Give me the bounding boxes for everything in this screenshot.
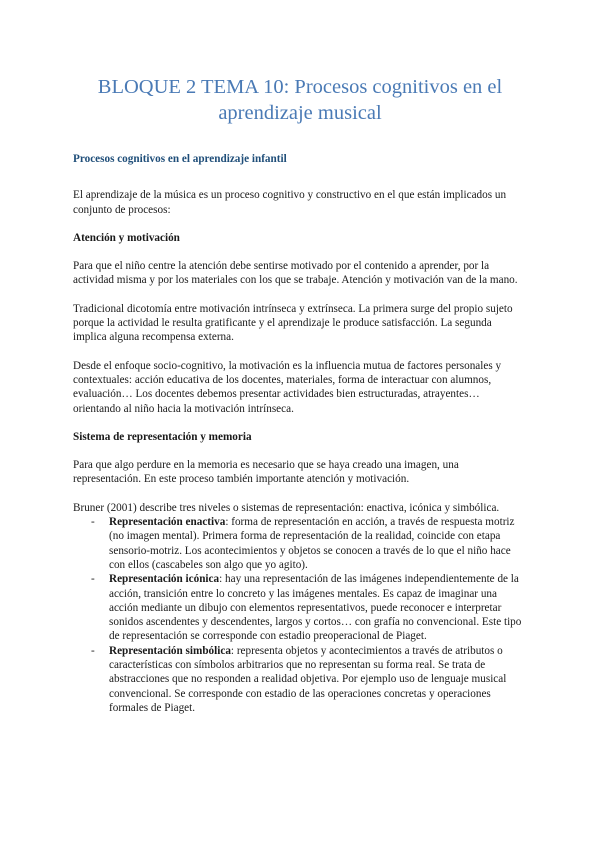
- list-dash: -: [91, 573, 95, 586]
- section-subtitle: Procesos cognitivos en el aprendizaje infantil: [73, 153, 287, 165]
- intro-paragraph: El aprendizaje de la música es un proceso cognitivo y constructivo en el que están implicados un conjunto de procesos:: [73, 189, 507, 216]
- paragraph-bruner: Bruner (2001) describe tres niveles o sistemas de representación: enactiva, icónica y simbólica.: [73, 501, 500, 514]
- list-dash: -: [91, 644, 95, 657]
- paragraph-atencion-2: Tradicional dicotomía entre motivación intrínseca y extrínseca. La primera surge del propio sujeto porque la actividad le resulta gratificante y el aprendizaje le produce satisfacción. La segunda implica alguna recompensa externa.: [73, 302, 513, 344]
- text-enactiva: : forma de representación en acción, a través de respuesta motriz (no imagen mental). Primera forma de representación de la realidad, coincide con etapa sensorio-motriz. Los acontecimientos y objetos se conocen a través de lo que el niño hace con ellos (cascabeles son algo que yo agito).: [109, 516, 515, 571]
- list-item-enactiva: [91, 515, 527, 572]
- heading-representacion-memoria: Sistema de representación y memoria: [73, 430, 252, 443]
- list-item-simbolica: [91, 644, 527, 715]
- term-simbolica: Representación simbólica: [109, 644, 231, 657]
- list-item-iconica: [91, 572, 527, 643]
- representation-list: [73, 515, 527, 715]
- document-title: BLOQUE 2 TEMA 10: Procesos cognitivos en el aprendizaje musical: [97, 76, 503, 124]
- text-simbolica: : representa objetos y acontecimientos a través de atributos o características con símbolos arbitrarios que no representan su forma real. Se trata de abstracciones que no responden a realidad objetiva. Por ejemplo uso de lenguaje musical convencional. Se corresponde con estadio de las operaciones concretas y operaciones formales de Piaget.: [109, 644, 507, 714]
- list-dash: -: [91, 516, 95, 529]
- paragraph-atencion-3: Desde el enfoque socio-cognitivo, la motivación es la influencia mutua de factores personales y contextuales: acción educativa de los docentes, materiales, forma de interactuar con alumnos, evaluación… Los docentes debemos presentar actividades bien estructuradas, atrayentes… orientando al niño hacia la motivación intrínseca.: [73, 359, 502, 415]
- paragraph-atencion-1: Para que el niño centre la atención debe sentirse motivado por el contenido a aprender, por la actividad misma y por los materiales con los que se trabaje. Atención y motivación van de la mano.: [73, 260, 518, 287]
- text-iconica: : hay una representación de las imágenes independientemente de la acción, transición entre lo concreto y las imágenes mentales. Es capaz de imaginar una acción mediante un dibujo con elementos representativos, puede reconocer e interpretar sonidos ascendentes y descendentes, largos y cortos… con grafía no convencional. Este tipo de representación se corresponde con estadio preoperacional de Piaget.: [109, 573, 522, 643]
- heading-atencion-motivacion: Atención y motivación: [73, 231, 180, 244]
- paragraph-memoria-1: Para que algo perdure en la memoria es necesario que se haya creado una imagen, una representación. En este proceso también importante atención y motivación.: [73, 459, 459, 486]
- term-iconica: Representación icónica: [109, 573, 220, 586]
- term-enactiva: Representación enactiva: [109, 516, 226, 529]
